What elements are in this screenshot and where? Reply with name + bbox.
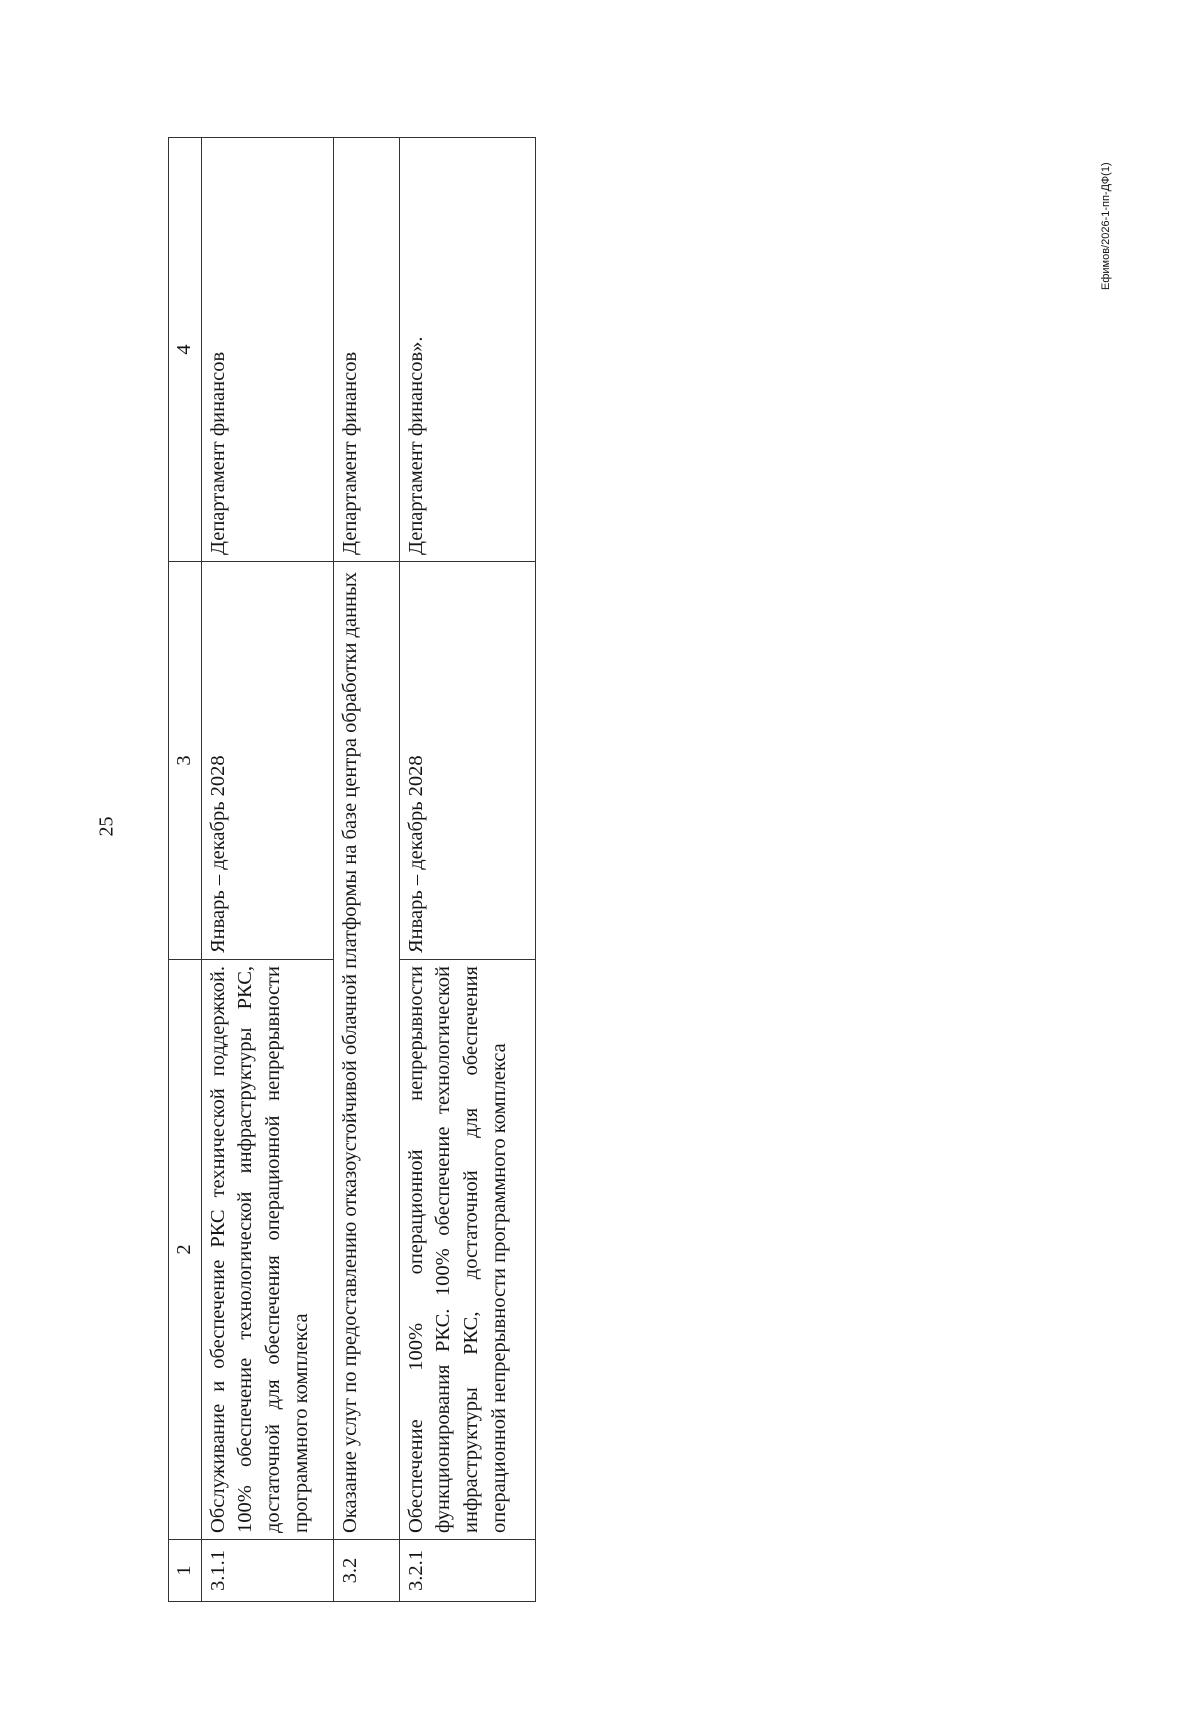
table-row <box>399 138 535 1602</box>
row-period: Январь – декабрь 2028 <box>399 562 535 960</box>
table-row <box>201 138 333 1602</box>
row-description: Оказание услуг по предоставлению отказоустойчивой облачной платформы на базе центра обработки данных <box>333 562 399 1540</box>
document-code: Ефимов/2026-1-пп-ДФ(1) <box>1100 162 1112 290</box>
row-number: 3.2 <box>333 1540 399 1602</box>
row-description: Обслуживание и обеспечение РКС технической поддержкой. 100% обеспечение технологической инфраструктуры РКС, достаточной для обеспечения операционной непрерывности программного комплекса <box>201 960 333 1540</box>
row-period: Январь – декабрь 2028 <box>201 562 333 960</box>
header-col-3: 3 <box>169 562 202 960</box>
plan-table <box>168 137 536 1602</box>
row-number: 3.1.1 <box>201 1540 333 1602</box>
row-description: Обеспечение 100% операционной непрерывности функционирования РКС. 100% обеспечение технологической инфраструктуры РКС, достаточной для обеспечения операционной непрерывности программного комплекса <box>399 960 535 1540</box>
page-number: 25 <box>95 816 118 837</box>
row-responsible: Департамент финансов <box>333 138 399 562</box>
header-col-1: 1 <box>169 1540 202 1602</box>
table-row <box>333 138 399 1602</box>
table-header-row <box>169 138 202 1602</box>
row-responsible: Департамент финансов <box>201 138 333 562</box>
header-col-2: 2 <box>169 960 202 1540</box>
row-responsible: Департамент финансов». <box>399 138 535 562</box>
row-number: 3.2.1 <box>399 1540 535 1602</box>
header-col-4: 4 <box>169 138 202 562</box>
rotated-table-container <box>168 138 532 1602</box>
